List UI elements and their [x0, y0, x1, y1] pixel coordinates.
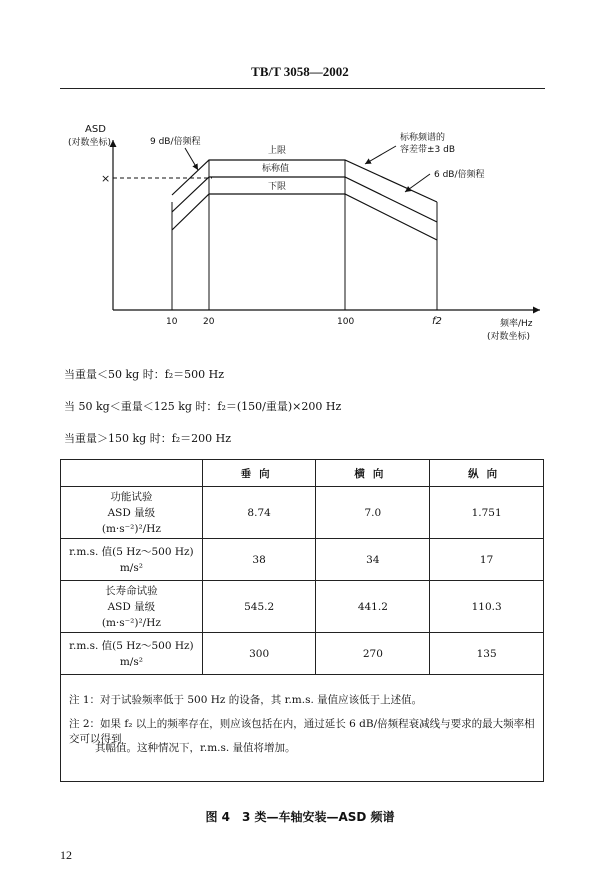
note-2-continuation: 其幅值。这种情况下，r.m.s. 量值将增加。 [95, 742, 296, 754]
cell-value: 135 [430, 633, 544, 675]
condition-3: 当重量＞150 kg 时：f₂＝200 Hz [64, 432, 232, 445]
x-tick-20: 20 [203, 317, 215, 327]
header-lateral: 横向 [316, 460, 430, 487]
row-label: r.m.s. 值(5 Hz～500 Hz) m/s² [61, 539, 203, 581]
slope-right-label: 6 dB/倍频程 [434, 170, 485, 180]
figure-caption: 图 4 3 类—车轴安装—ASD 频谱 [205, 810, 395, 824]
tolerance-label-2: 容差带±3 dB [400, 145, 456, 155]
cell-value: 1.751 [430, 487, 544, 539]
slope-left-label: 9 dB/倍频程 [150, 137, 201, 147]
condition-2: 当 50 kg＜重量＜125 kg 时：f₂＝(150/重量)×200 Hz [64, 400, 342, 413]
x-axis-sublabel: (对数坐标) [487, 332, 531, 342]
header-vertical: 垂向 [202, 460, 316, 487]
cell-value: 300 [202, 633, 316, 675]
header-empty [61, 460, 203, 487]
table-row [61, 539, 544, 581]
x-axis-label: 频率/Hz [500, 319, 533, 329]
upper-limit-line [172, 160, 437, 202]
asd-levels-table [60, 459, 544, 675]
x-tick-100: 100 [337, 317, 355, 327]
nominal-label: 标称值 [262, 164, 290, 174]
table-header-row [61, 460, 544, 487]
note-2: 注 2：如果 f₂ 以上的频率存在，则应该包括在内，通过延长 6 dB/倍频程衰减线与要求的最大频率相交可以得到 [69, 718, 535, 745]
table-row [61, 581, 544, 633]
lower-limit-line [172, 194, 437, 240]
row-label: 长寿命试验 ASD 量级 (m·s⁻²)²/Hz [61, 581, 203, 633]
cell-value: 545.2 [202, 581, 316, 633]
y-axis-label: ASD [85, 124, 106, 135]
cell-value: 34 [316, 539, 430, 581]
lower-label: 下限 [268, 182, 287, 192]
cell-value: 110.3 [430, 581, 544, 633]
cell-value: 270 [316, 633, 430, 675]
y-marker: × [101, 172, 111, 185]
cell-value: 441.2 [316, 581, 430, 633]
notes-box [60, 668, 544, 782]
header-longitudinal: 纵向 [430, 460, 544, 487]
asd-spectrum-figure [0, 0, 600, 345]
tolerance-label-1: 标称频谱的 [400, 133, 446, 143]
condition-1: 当重量＜50 kg 时：f₂＝500 Hz [64, 368, 225, 381]
cell-value: 38 [202, 539, 316, 581]
row-label: r.m.s. 值(5 Hz～500 Hz) m/s² [61, 633, 203, 675]
document-header: TB/T 3058—2002 [251, 64, 349, 79]
table-row [61, 487, 544, 539]
upper-label: 上限 [268, 146, 287, 156]
y-axis-sublabel: (对数坐标) [68, 138, 112, 148]
note-1: 注 1：对于试验频率低于 500 Hz 的设备，其 r.m.s. 量值应该低于上述值。 [69, 694, 423, 706]
cell-value: 8.74 [202, 487, 316, 539]
x-tick-f2: f2 [432, 316, 442, 327]
page-number: 12 [60, 848, 72, 862]
cell-value: 7.0 [316, 487, 430, 539]
cell-value: 17 [430, 539, 544, 581]
row-label: 功能试验 ASD 量级 (m·s⁻²)²/Hz [61, 487, 203, 539]
x-tick-10: 10 [166, 317, 178, 327]
